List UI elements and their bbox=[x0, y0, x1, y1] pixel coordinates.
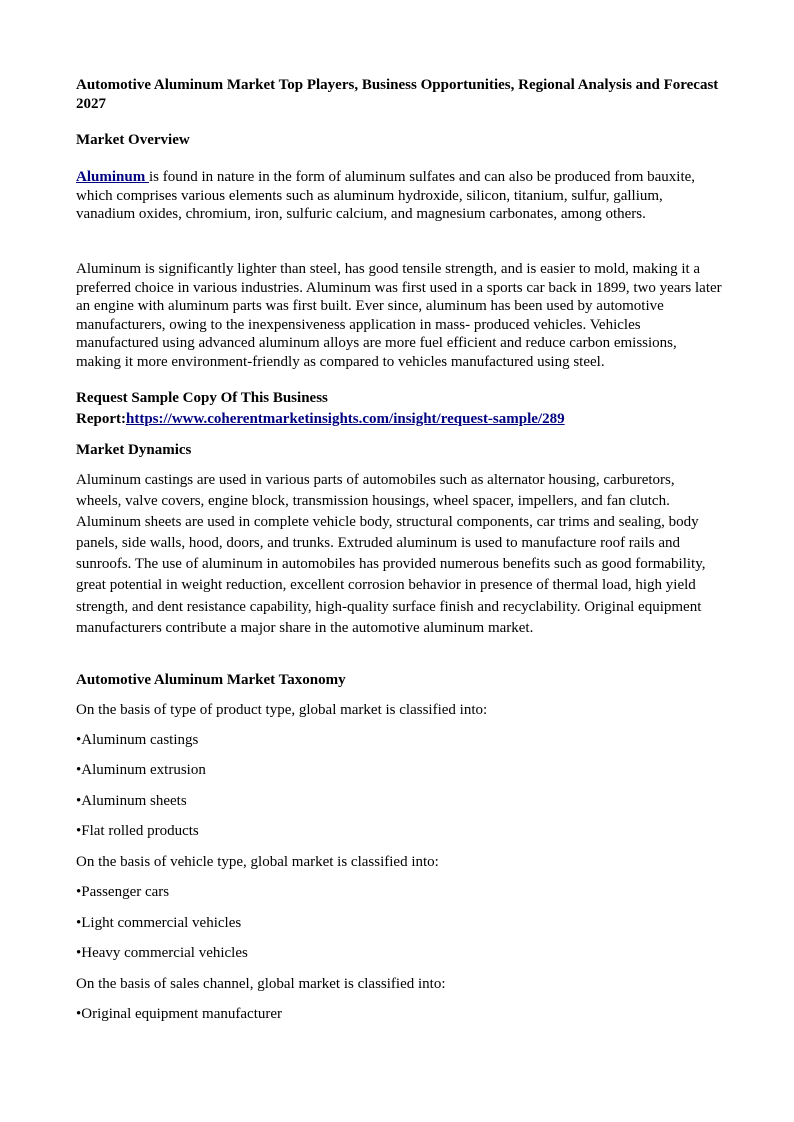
taxonomy-heading: Automotive Aluminum Market Taxonomy bbox=[76, 672, 346, 688]
market-dynamics-heading: Market Dynamics bbox=[76, 442, 192, 458]
market-overview-paragraph-2: Aluminum is significantly lighter than steel, has good tensile strength, and is easier to mold, making it a preferred choice in various industries. Aluminum was first used in a sports car back in 1899, two years later an engine with aluminum parts was first built. Ever since, aluminum has been used by automotive manufacturers, owing to the inexpensiveness application in mass- produced vehicles. Vehicles manufactured using advanced aluminum alloys are more fuel efficient and reduce carbon emissions, making it more environment-friendly as compared to vehicles manufactured using steel. bbox=[76, 261, 722, 370]
document-title: Automotive Aluminum Market Top Players, Business Opportunities, Regional Analysis and Forecast 2027 bbox=[76, 77, 719, 112]
list-item: •Aluminum sheets bbox=[76, 793, 187, 809]
request-sample-line: Request Sample Copy Of This Business bbox=[76, 390, 328, 406]
market-overview-heading: Market Overview bbox=[76, 132, 190, 148]
product-type-intro: On the basis of type of product type, global market is classified into: bbox=[76, 702, 488, 718]
sales-channel-intro: On the basis of sales channel, global market is classified into: bbox=[76, 976, 446, 992]
list-item: •Heavy commercial vehicles bbox=[76, 945, 248, 961]
request-sample-report-line bbox=[76, 410, 565, 429]
list-item: •Flat rolled products bbox=[76, 823, 199, 839]
market-overview-paragraph-1 bbox=[76, 168, 722, 224]
list-item: •Aluminum extrusion bbox=[76, 762, 206, 778]
vehicle-type-intro: On the basis of vehicle type, global market is classified into: bbox=[76, 854, 439, 870]
list-item: •Passenger cars bbox=[76, 884, 170, 900]
list-item: •Aluminum castings bbox=[76, 732, 199, 748]
list-item: •Light commercial vehicles bbox=[76, 915, 242, 931]
request-sample-link[interactable]: https://www.coherentmarketinsights.com/insight/request-sample/289 bbox=[125, 411, 565, 427]
market-dynamics-paragraph: Aluminum castings are used in various parts of automobiles such as alternator housing, carburetors, wheels, valve covers, engine block, transmission housings, wheel spacer, impellers, and fan clutch. Aluminum sheets are used in complete vehicle body, structural components, car trims and sealing, body panels, side walls, hood, doors, and trunks. Extruded aluminum is used to manufacture roof rails and sunroofs. The use of aluminum in automobiles has provided numerous benefits such as good formability, great potential in weight reduction, excellent corrosion behavior in presence of thermal load, high yield strength, and dent resistance capability, high-quality surface finish and recyclability. Original equipment manufacturers contribute a major share in the automotive aluminum market. bbox=[76, 472, 706, 636]
paragraph-1-text: is found in nature in the form of aluminum sulfates and can also be produced from bauxite, which comprises various elements such as aluminum hydroxide, silicon, titanium, sulfur, gallium, vanadium oxides, chromium, iron, sulfuric calcium, and magnesium carbonates, among others. bbox=[76, 169, 696, 222]
list-item: •Original equipment manufacturer bbox=[76, 1006, 283, 1022]
aluminum-link[interactable]: Aluminum bbox=[76, 169, 149, 185]
report-label: Report: bbox=[76, 411, 126, 427]
